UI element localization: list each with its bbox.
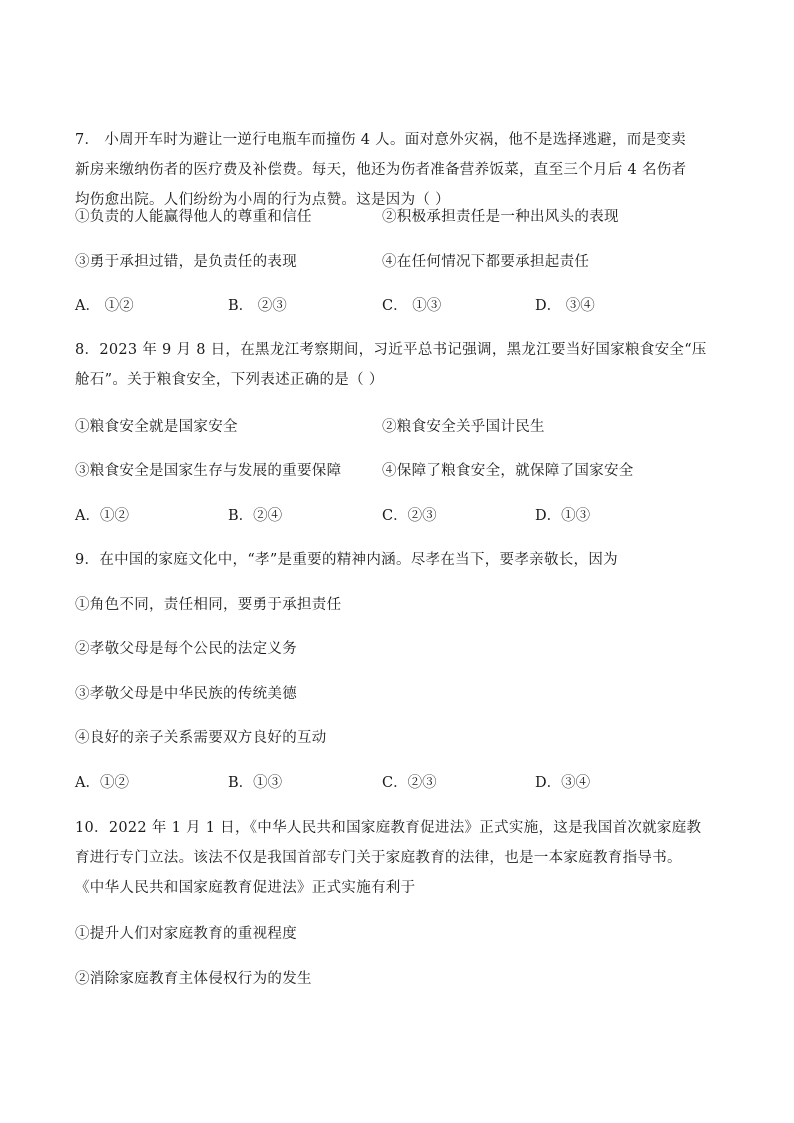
q7-stem-line-2: 新房来缴纳伤者的医疗费及补偿费。每天，他还为伤者准备营养饭菜，直至三个月后 4 名伤者 bbox=[75, 162, 687, 178]
q10-stem-line-3: 《中华人民共和国家庭教育促进法》正式实施有利于 bbox=[75, 880, 416, 896]
q7-stem-line-3: 均伤愈出院。人们纷纷为小周的行为点赞。这是因为（ ） bbox=[75, 192, 450, 208]
q10-option-2: ②消除家庭教育主体侵权行为的发生 bbox=[75, 971, 312, 987]
q7-choice-c[interactable]: C． ①③ bbox=[382, 298, 442, 314]
q9-option-1: ①角色不同，责任相同，要勇于承担责任 bbox=[75, 597, 342, 613]
q8-option-3: ③粮食安全是国家生存与发展的重要保障 bbox=[75, 463, 342, 479]
q8-choice-a[interactable]: A．①② bbox=[75, 508, 129, 524]
q10-option-1: ①提升人们对家庭教育的重视程度 bbox=[75, 926, 297, 942]
q7-choice-b[interactable]: B． ②③ bbox=[228, 298, 287, 314]
q7-option-1: ①负责的人能赢得他人的尊重和信任 bbox=[75, 209, 312, 225]
q9-option-3: ③孝敬父母是中华民族的传统美德 bbox=[75, 686, 297, 702]
q8-option-1: ①粮食安全就是国家安全 bbox=[75, 419, 238, 435]
q8-option-2: ②粮食安全关乎国计民生 bbox=[382, 419, 545, 435]
q8-option-4: ④保障了粮食安全，就保障了国家安全 bbox=[382, 463, 634, 479]
q9-choice-a[interactable]: A．①② bbox=[75, 775, 129, 791]
q7-stem-line-1: 7． 小周开车时为避让一逆行电瓶车而撞伤 4 人。面对意外灾祸，他不是选择逃避，而是变卖 bbox=[75, 132, 686, 148]
q8-choice-b[interactable]: B．②④ bbox=[228, 508, 283, 524]
q9-choice-d[interactable]: D．③④ bbox=[535, 775, 591, 791]
q9-option-4: ④良好的亲子关系需要双方良好的互动 bbox=[75, 730, 327, 746]
q8-stem-line-1: 8．2023 年 9 月 8 日，在黑龙江考察期间，习近平总书记强调，黑龙江要当好国家粮食安全“压 bbox=[75, 342, 707, 358]
q8-choice-c[interactable]: C．②③ bbox=[382, 508, 437, 524]
q10-stem-line-2: 育进行专门立法。该法不仅是我国首部专门关于家庭教育的法律，也是一本家庭教育指导书。 bbox=[75, 850, 682, 866]
q8-stem-line-2: 舱石”。关于粮食安全，下列表述正确的是（ ） bbox=[75, 372, 384, 388]
q9-option-2: ②孝敬父母是每个公民的法定义务 bbox=[75, 641, 297, 657]
q7-choice-a[interactable]: A． ①② bbox=[75, 298, 134, 314]
q9-choice-c[interactable]: C．②③ bbox=[382, 775, 437, 791]
q7-option-3: ③勇于承担过错，是负责任的表现 bbox=[75, 254, 297, 270]
q7-choice-d[interactable]: D． ③④ bbox=[535, 298, 595, 314]
q9-choice-b[interactable]: B．①③ bbox=[228, 775, 283, 791]
q7-option-4: ④在任何情况下都要承担起责任 bbox=[382, 254, 590, 270]
q7-option-2: ②积极承担责任是一种出风头的表现 bbox=[382, 209, 619, 225]
q10-stem-line-1: 10．2022 年 1 月 1 日，《中华人民共和国家庭教育促进法》正式实施，这是我国首次就家庭教 bbox=[75, 820, 702, 836]
q8-choice-d[interactable]: D．①③ bbox=[535, 508, 591, 524]
q9-stem-line-1: 9．在中国的家庭文化中，“孝”是重要的精神内涵。尽孝在当下，要孝亲敬长，因为 bbox=[75, 552, 618, 568]
